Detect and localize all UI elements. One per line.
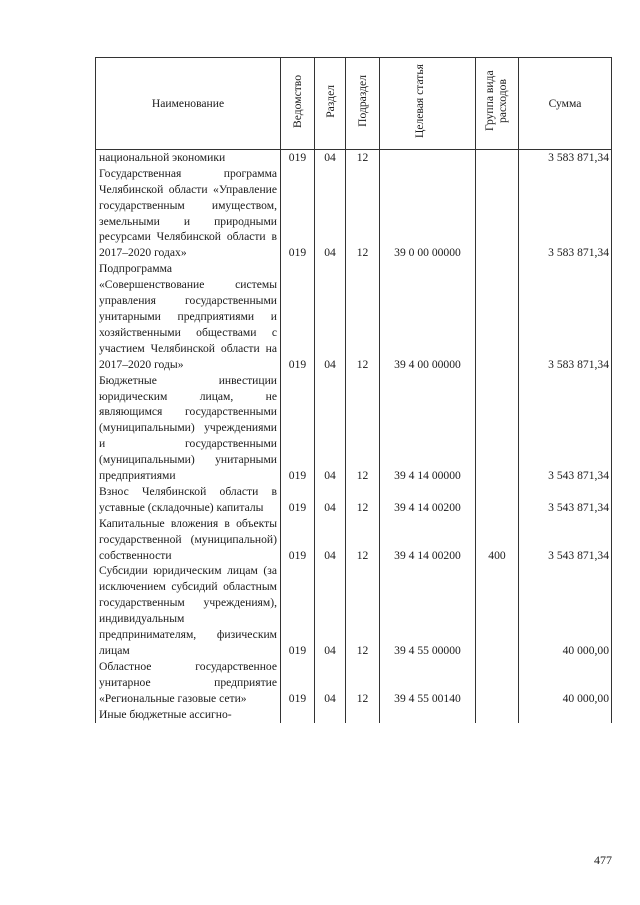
table-header-row	[96, 58, 612, 150]
row-name: Иные бюджетные ассигно-	[96, 707, 281, 723]
row-vedomstvo: 019	[281, 516, 315, 564]
row-razdel: 04	[315, 373, 346, 484]
header-celevaya-statya-label: Целевая статья	[412, 63, 426, 139]
table-row	[96, 516, 612, 564]
row-gruppa-vida	[476, 373, 519, 484]
row-vedomstvo: 019	[281, 149, 315, 165]
table-row	[96, 707, 612, 723]
table-row	[96, 166, 612, 261]
row-celevaya-statya: 39 4 00 00000	[380, 261, 476, 372]
row-summa: 3 583 871,34	[519, 166, 612, 261]
budget-table	[95, 57, 612, 723]
table-body	[96, 149, 612, 722]
row-summa: 3 543 871,34	[519, 373, 612, 484]
header-razdel-label: Раздел	[323, 84, 337, 118]
row-gruppa-vida	[476, 261, 519, 372]
row-razdel: 04	[315, 261, 346, 372]
row-podrazdel: 12	[346, 149, 380, 165]
row-celevaya-statya: 39 4 14 00200	[380, 516, 476, 564]
header-name: Наименование	[96, 58, 281, 150]
row-name: Подпрограмма «Совершенствование системы управления государственными унитарными предприятиями и хозяйственными обществами с участием Челябинской области на 2017–2020 годы»	[96, 261, 281, 372]
header-podrazdel	[346, 58, 380, 150]
table-row	[96, 659, 612, 707]
row-summa: 40 000,00	[519, 659, 612, 707]
row-podrazdel: 12	[346, 484, 380, 516]
row-razdel: 04	[315, 166, 346, 261]
row-celevaya-statya	[380, 149, 476, 165]
row-podrazdel: 12	[346, 261, 380, 372]
row-summa: 3 583 871,34	[519, 261, 612, 372]
row-name: Областное государственное унитарное предприятие «Региональные газовые сети»	[96, 659, 281, 707]
row-celevaya-statya: 39 0 00 00000	[380, 166, 476, 261]
row-podrazdel: 12	[346, 373, 380, 484]
header-gruppa-vida	[476, 58, 519, 150]
table-row	[96, 484, 612, 516]
row-name: Бюджетные инвестиции юридическим лицам, не являющимся государственными (муниципальными) учреждениями и государственными (муниципальными) унитарными предприятиями	[96, 373, 281, 484]
row-summa: 3 543 871,34	[519, 516, 612, 564]
row-vedomstvo: 019	[281, 563, 315, 658]
row-name: национальной экономики	[96, 149, 281, 165]
header-gruppa-vida-label: Группа вида расходов	[483, 70, 509, 132]
row-razdel	[315, 707, 346, 723]
row-gruppa-vida	[476, 659, 519, 707]
page-number: 477	[594, 853, 612, 867]
row-gruppa-vida: 400	[476, 516, 519, 564]
row-summa: 40 000,00	[519, 563, 612, 658]
row-gruppa-vida	[476, 149, 519, 165]
row-podrazdel: 12	[346, 166, 380, 261]
row-podrazdel	[346, 707, 380, 723]
table-row	[96, 373, 612, 484]
table-row	[96, 149, 612, 165]
row-summa: 3 583 871,34	[519, 149, 612, 165]
row-gruppa-vida	[476, 484, 519, 516]
row-razdel: 04	[315, 484, 346, 516]
row-name: Капитальные вложения в объекты государственной (муниципальной) собственности	[96, 516, 281, 564]
row-vedomstvo: 019	[281, 373, 315, 484]
row-celevaya-statya	[380, 707, 476, 723]
row-name: Государственная программа Челябинской области «Управление государственным имуществом, земельными и природными ресурсами Челябинской области в 2017–2020 годах»	[96, 166, 281, 261]
row-vedomstvo: 019	[281, 261, 315, 372]
row-summa: 3 543 871,34	[519, 484, 612, 516]
row-podrazdel: 12	[346, 563, 380, 658]
row-gruppa-vida	[476, 563, 519, 658]
row-razdel: 04	[315, 516, 346, 564]
row-vedomstvo	[281, 707, 315, 723]
header-razdel	[315, 58, 346, 150]
row-celevaya-statya: 39 4 55 00140	[380, 659, 476, 707]
row-summa	[519, 707, 612, 723]
row-razdel: 04	[315, 563, 346, 658]
row-celevaya-statya: 39 4 14 00200	[380, 484, 476, 516]
row-razdel: 04	[315, 659, 346, 707]
row-podrazdel: 12	[346, 516, 380, 564]
row-gruppa-vida	[476, 707, 519, 723]
row-celevaya-statya: 39 4 55 00000	[380, 563, 476, 658]
row-vedomstvo: 019	[281, 484, 315, 516]
row-podrazdel: 12	[346, 659, 380, 707]
row-name: Взнос Челябинской области в уставные (складочные) капиталы	[96, 484, 281, 516]
row-razdel: 04	[315, 149, 346, 165]
table-row	[96, 563, 612, 658]
row-celevaya-statya: 39 4 14 00000	[380, 373, 476, 484]
row-vedomstvo: 019	[281, 166, 315, 261]
row-gruppa-vida	[476, 166, 519, 261]
header-celevaya-statya	[380, 58, 476, 150]
header-summa: Сумма	[519, 58, 612, 150]
row-vedomstvo: 019	[281, 659, 315, 707]
header-vedomstvo	[281, 58, 315, 150]
row-name: Субсидии юридическим лицам (за исключением субсидий областным государственным учреждениям), индивидуальным предпринимателям, физическим лицам	[96, 563, 281, 658]
header-vedomstvo-label: Ведомство	[291, 74, 304, 128]
table-row	[96, 261, 612, 372]
header-podrazdel-label: Подраздел	[356, 75, 369, 127]
